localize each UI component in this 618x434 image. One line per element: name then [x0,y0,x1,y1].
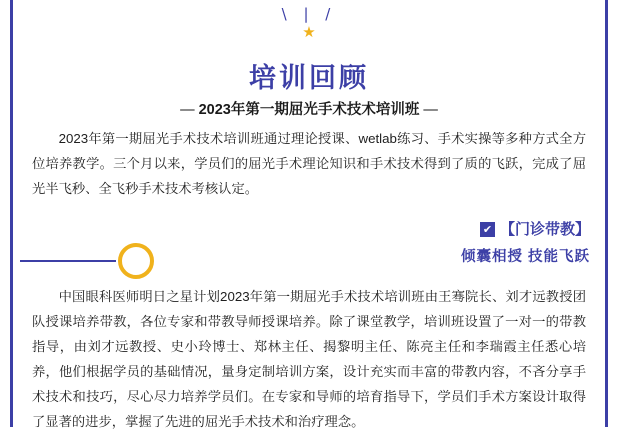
subtitle-dash-left: — [180,102,195,118]
page-title: 培训回顾 [249,63,369,93]
check-icon: ✔ [480,222,495,237]
title-block [0,62,618,120]
star-icon: ★ [302,23,316,41]
sparkle-rays-icon: \ | / [281,5,337,23]
subtitle-dash-right: — [423,102,438,118]
paragraph-intro: 2023年第一期屈光手术技术培训班通过理论授课、wetlab练习、手术实操等多种方式全方位培养教学。三个月以来，学员们的屈光手术理论知识和手术技术得到了质的飞跃，完成了屈光半飞秒、全飞秒手术技术考核认定。 [32,131,586,196]
paragraph-body: 中国眼科医师明日之星计划2023年第一期屈光手术技术培训班由王骞院长、刘才远教授团队授课培养带教，各位专家和带教导师授课培养。除了课堂教学，培训班设置了一对一的带教指导，由刘才远教授、史小玲博士、郑林主任、揭黎明主任、陈亮主任和李瑞霞主任悉心培养，他们根据学员的基础情况，量身定制培训方案，设计充实而丰富的带教内容，不吝分享手术技术和技巧，尽心尽力培养学员们。在专家和导师的培育指导下，学员们手术方案设计取得了显著的进步，掌握了先进的屈光手术技术和治疗理念。 [32,289,586,429]
decoration-line [20,260,116,262]
badge-label-row [290,219,590,241]
badge-label: 【门诊带教】 [499,221,590,238]
decoration-circle-icon [118,243,154,279]
badge-slogan: 倾囊相授 技能飞跃 [460,249,590,265]
clinic-teaching-badge [290,219,590,268]
sparkle-decoration [0,6,618,40]
page-subtitle-row [0,100,618,120]
decoration-circle-line [14,243,214,283]
page-subtitle: 2023年第一期屈光手术技术培训班 [198,102,420,118]
